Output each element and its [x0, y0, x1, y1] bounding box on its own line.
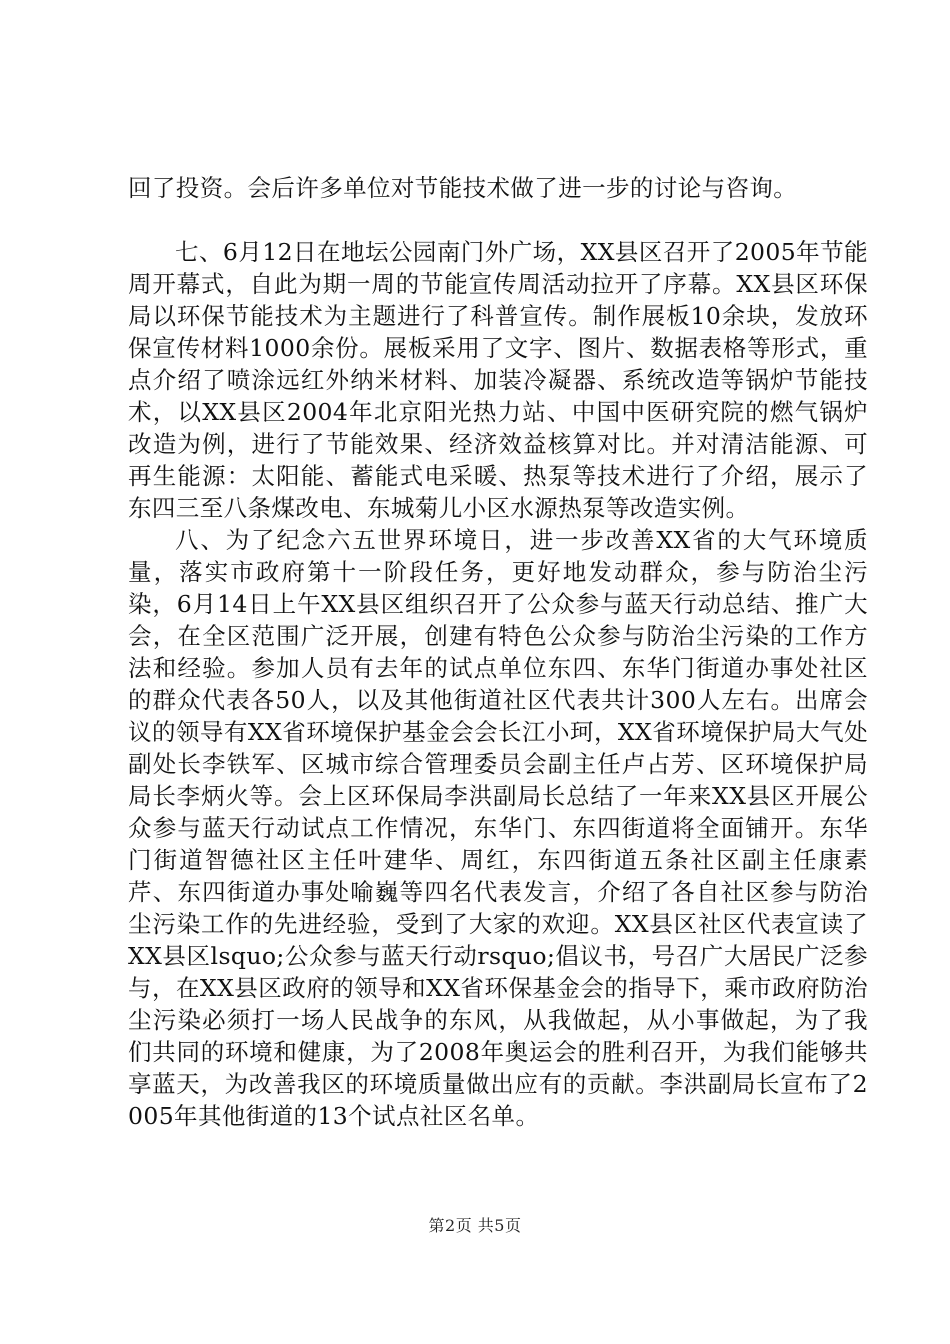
paragraph-continuation: 回了投资。会后许多单位对节能技术做了进一步的讨论与咨询。	[128, 174, 798, 202]
document-body	[128, 172, 868, 1132]
paragraph-section-7: 七、6月12日在地坛公园南门外广场，XX县区召开了2005年节能周开幕式，自此为期一周的节能宣传周活动拉开了序幕。XX县区环保局以环保节能技术为主题进行了科普宣传。制作展板10余块，发放环保宣传材料1000余份。展板采用了文字、图片、数据表格等形式，重点介绍了喷涂远红外纳米材料、加装冷凝器、系统改造等锅炉节能技术，以XX县区2004年北京阳光热力站、中国中医研究院的燃气锅炉改造为例，进行了节能效果、经济效益核算对比。并对清洁能源、可再生能源：太阳能、蓄能式电采暖、热泵等技术进行了介绍，展示了东四三至八条煤改电、东城菊儿小区水源热泵等改造实例。	[128, 238, 868, 522]
page-number-footer: 第2页 共5页	[428, 1216, 522, 1235]
paragraph-section-8: 八、为了纪念六五世界环境日，进一步改善XX省的大气环境质量，落实市政府第十一阶段任务，更好地发动群众，参与防治尘污染，6月14日上午XX县区组织召开了公众参与蓝天行动总结、推广大会，在全区范围广泛开展，创建有特色公众参与防治尘污染的工作方法和经验。参加人员有去年的试点单位东四、东华门街道办事处社区的群众代表各50人，以及其他街道社区代表共计300人左右。出席会议的领导有XX省环境保护基金会会长江小珂，XX省环境保护局大气处副处长李铁军、区城市综合管理委员会副主任卢占芳、区环境保护局局长李炳火等。会上区环保局李洪副局长总结了一年来XX县区开展公众参与蓝天行动试点工作情况，东华门、东四街道将全面铺开。东华门街道智德社区主任叶建华、周红，东四街道五条社区副主任康素芹、东四街道办事处喻巍等四名代表发言，介绍了各自社区参与防治尘污染工作的先进经验，受到了大家的欢迎。XX县区社区代表宣读了XX县区lsquo;公众参与蓝天行动rsquo;倡议书，号召广大居民广泛参与，在XX县区政府的领导和XX省环保基金会的指导下，乘市政府防治尘污染必须打一场人民战争的东风，从我做起，从小事做起，为了我们共同的环境和健康，为了2008年奥运会的胜利召开，为我们能够共享蓝天，为改善我区的环境质量做出应有的贡献。李洪副局长宣布了2005年其他街道的13个试点社区名单。	[128, 526, 868, 1130]
